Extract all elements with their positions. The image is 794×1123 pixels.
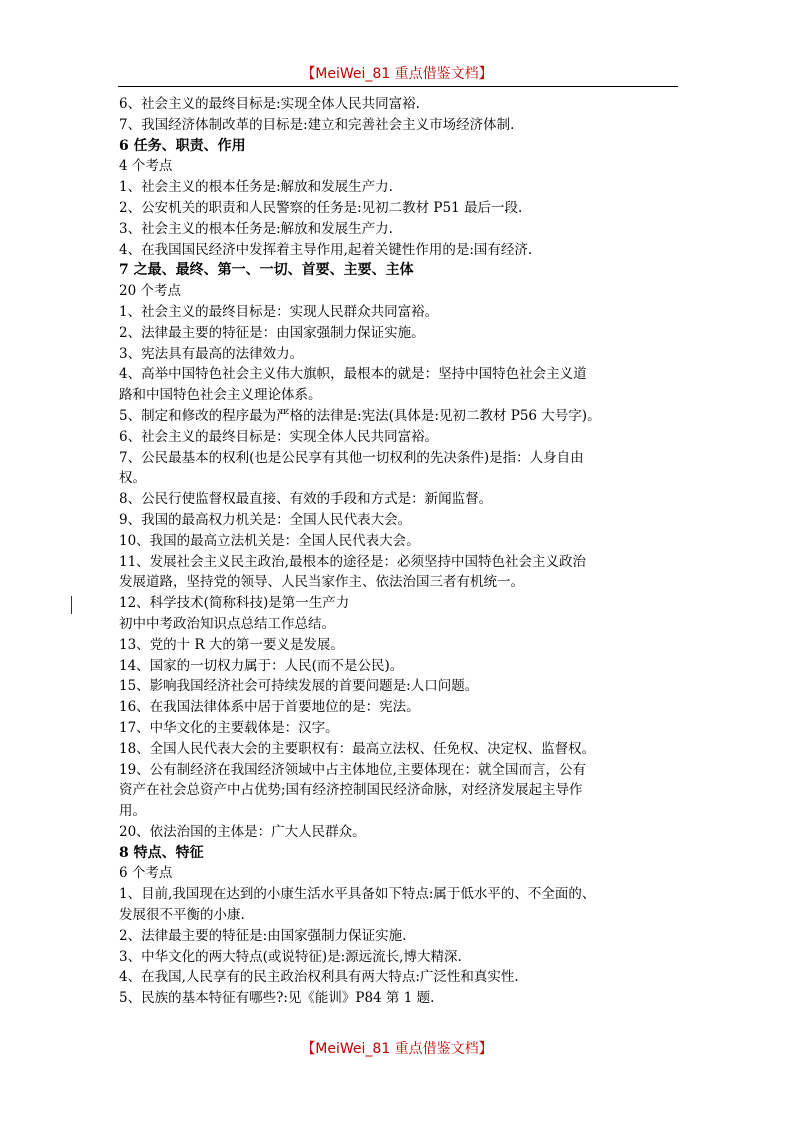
list-item-continued: 发展很不平衡的小康. <box>119 907 245 924</box>
list-item: 3、宪法具有最高的法律效力。 <box>119 345 304 362</box>
list-item: 17、中华文化的主要载体是：汉字。 <box>119 719 339 736</box>
list-item: 7、我国经济体制改革的目标是:建立和完善社会主义市场经济体制. <box>119 116 515 133</box>
list-item: 1、目前,我国现在达到的小康生活水平具备如下特点:属于低水平的、不全面的、 <box>119 886 596 903</box>
list-item: 12、科学技术(简称科技)是第一生产力 <box>119 595 350 612</box>
list-item-continued: 路和中国特色社会主义理论体系。 <box>119 387 322 404</box>
list-item: 6、社会主义的最终目标是：实现全体人民共同富裕。 <box>119 428 439 445</box>
list-item: 1、社会主义的最终目标是：实现人民群众共同富裕。 <box>119 303 439 320</box>
section-count-6: 4 个考点 <box>119 158 173 175</box>
list-item: 7、公民最基本的权利(也是公民享有其他一切权利的先决条件)是指：人身自由 <box>119 449 584 466</box>
list-item-continued: 资产在社会总资产中占优势;国有经济控制国民经济命脉，对经济发展起主导作 <box>119 782 583 799</box>
list-item: 2、法律最主要的特征是:由国家强制力保证实施. <box>119 927 407 944</box>
page-header: 【MeiWei_81 重点借鉴文档】 <box>301 66 493 82</box>
list-item: 16、在我国法律体系中居于首要地位的是：宪法。 <box>119 699 420 716</box>
list-item: 11、发展社会主义民主政治,最根本的途径是：必须坚持中国特色社会主义政治 <box>119 553 586 570</box>
list-item: 4、在我国国民经济中发挥着主导作用,起着关键性作用的是:国有经济. <box>119 241 533 258</box>
section-heading-8: 8 特点、特征 <box>119 844 204 861</box>
list-item-continued: 用。 <box>119 803 146 820</box>
section-count-8: 6 个考点 <box>119 865 173 882</box>
text-cursor-marker <box>71 596 72 614</box>
list-item: 9、我国的最高权力机关是：全国人民代表大会。 <box>119 511 412 528</box>
list-item: 5、制定和修改的程序最为严格的法律是:宪法(具体是:见初二教材 P56 大号字)。 <box>119 407 601 424</box>
list-item: 14、国家的一切权力属于：人民(而不是公民)。 <box>119 657 404 674</box>
list-item: 20、依法治国的主体是：广大人民群众。 <box>119 823 366 840</box>
list-item: 3、中华文化的两大特点(或说特征)是:源远流长,博大精深. <box>119 948 462 965</box>
list-item: 15、影响我国经济社会可持续发展的首要问题是:人口问题。 <box>119 678 479 695</box>
list-item-continued: 权。 <box>119 470 146 487</box>
page-footer: 【MeiWei_81 重点借鉴文档】 <box>301 1041 493 1057</box>
list-item: 6、社会主义的最终目标是:实现全体人民共同富裕. <box>119 96 420 112</box>
list-item: 8、公民行使监督权最直接、有效的手段和方式是：新闻监督。 <box>119 491 493 508</box>
inserted-note: 初中中考政治知识点总结工作总结。 <box>119 615 335 632</box>
list-item: 18、全国人民代表大会的主要职权有：最高立法权、任免权、决定权、监督权。 <box>119 740 596 757</box>
list-item: 13、党的十 R 大的第一要义是发展。 <box>119 636 344 653</box>
list-item: 10、我国的最高立法机关是：全国人民代表大会。 <box>119 532 420 549</box>
list-item-continued: 发展道路，坚持党的领导、人民当家作主、依法治国三者有机统一。 <box>119 574 524 591</box>
list-item: 19、公有制经济在我国经济领域中占主体地位,主要体现在：就全国而言，公有 <box>119 761 586 778</box>
section-heading-7: 7 之最、最终、第一、一切、首要、主要、主体 <box>119 262 414 279</box>
list-item: 5、民族的基本特征有哪些?:见《能训》P84 第 1 题. <box>119 990 435 1007</box>
list-item: 4、在我国,人民享有的民主政治权利具有两大特点:广泛性和真实性. <box>119 969 519 986</box>
header-divider <box>118 86 678 87</box>
section-heading-6: 6 任务、职责、作用 <box>119 137 246 154</box>
document-body <box>119 94 694 1009</box>
list-item: 1、社会主义的根本任务是:解放和发展生产力. <box>119 179 393 196</box>
list-item: 3、社会主义的根本任务是:解放和发展生产力. <box>119 220 393 237</box>
list-item: 4、高举中国特色社会主义伟大旗帜，最根本的就是：坚持中国特色社会主义道 <box>119 366 587 383</box>
list-item: 2、法律最主要的特征是：由国家强制力保证实施。 <box>119 324 425 341</box>
section-count-7: 20 个考点 <box>119 283 181 300</box>
list-item: 2、公安机关的职责和人民警察的任务是:见初二教材 P51 最后一段. <box>119 199 523 216</box>
